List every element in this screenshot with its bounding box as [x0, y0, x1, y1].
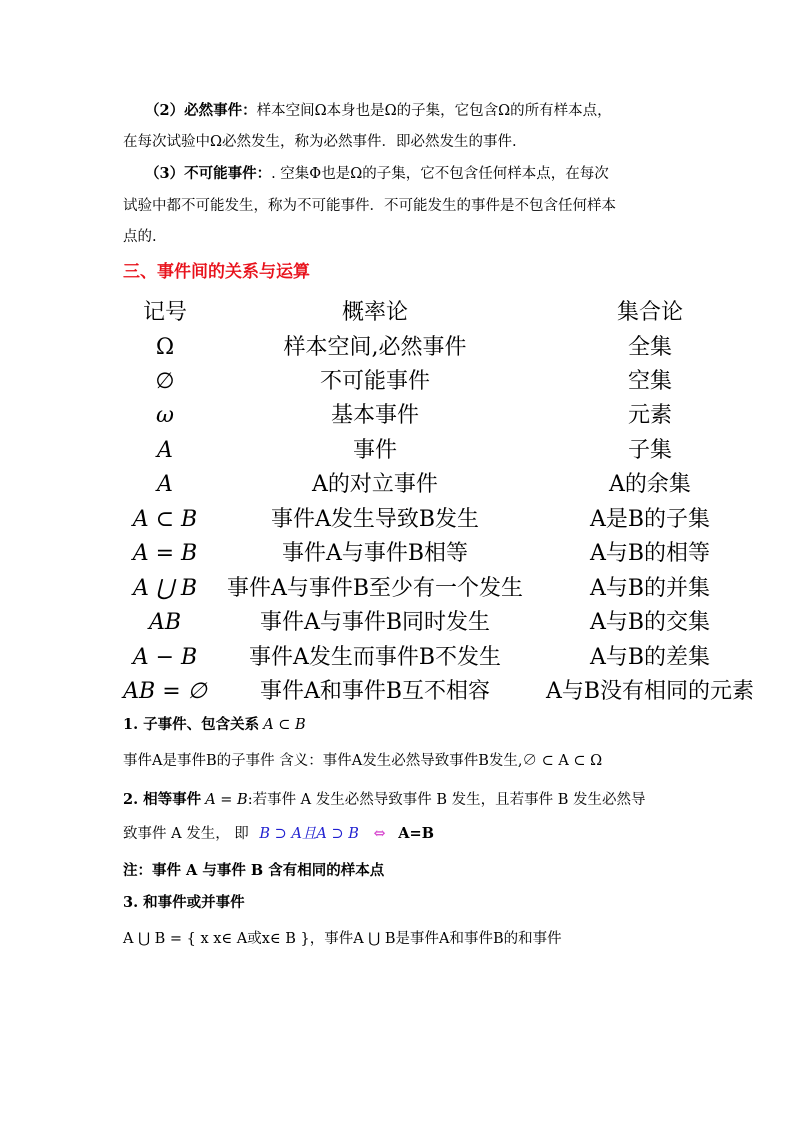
para-impossible-event-line2: 试验中都不可能发生，称为不可能事件．不可能发生的事件是不包含任何样本 [123, 198, 616, 214]
cell-notation: ∅ [155, 369, 175, 394]
cell-notation: ω [156, 403, 174, 428]
cell-probability: 事件A发生而事件B不发生 [248, 645, 502, 670]
item2-text: :若事件 A 发生必然导致事件 B 发生，且若事件 B 发生必然导 [247, 792, 646, 808]
cell-notation: A ⋃ B [132, 576, 198, 601]
item2-formula: A = B [205, 792, 248, 808]
cell-set: A与B没有相同的元素 [545, 679, 755, 704]
item2-title: 2. 相等事件 [123, 791, 202, 808]
table-row [110, 331, 780, 365]
cell-notation: A ⊂ B [132, 507, 198, 532]
item1-heading [123, 715, 306, 735]
table-row [110, 399, 780, 433]
term-impossible-event: 不可能事件： [184, 165, 272, 182]
header-notation: 记号 [142, 300, 187, 325]
cell-probability: 事件A与事件B至少有一个发生 [226, 576, 524, 601]
table-row [110, 675, 780, 709]
table-row [110, 468, 780, 502]
cell-probability: 基本事件 [330, 403, 419, 428]
para-number: （2） [145, 102, 185, 119]
table-header-row [110, 296, 780, 330]
table-row [110, 503, 780, 537]
cell-probability: 不可能事件 [319, 369, 430, 394]
item3-title: 3. 和事件或并事件 [123, 894, 245, 911]
cell-set: A与B的并集 [589, 576, 711, 601]
cell-notation: A [157, 472, 173, 497]
section-title: 三、事件间的关系与运算 [123, 262, 310, 282]
cell-probability: 事件 [352, 438, 397, 463]
item2-line1 [123, 790, 646, 810]
item1-body: 事件A是事件B的子事件 含义：事件A发生必然导致事件B发生,∅ ⊂ A ⊂ Ω [123, 753, 603, 769]
item1-title: 1. 子事件、包含关系 [123, 716, 260, 733]
table-row [110, 641, 780, 675]
item1-formula: A ⊂ B [263, 717, 306, 733]
para-text: 样本空间Ω本身也是Ω的子集，它包含Ω的所有样本点， [256, 103, 612, 119]
cell-notation: A − B [132, 645, 198, 670]
cell-set: 元素 [627, 403, 672, 428]
cell-set: A与B的交集 [589, 610, 711, 635]
table-row [110, 434, 780, 468]
table-row [110, 365, 780, 399]
equivalence-arrow-icon: ⇔ [373, 825, 386, 842]
header-probability: 概率论 [341, 300, 408, 325]
table-row [110, 606, 780, 640]
cell-probability: 事件A与事件B相等 [281, 541, 469, 566]
cell-notation: AB [148, 610, 182, 635]
cell-set: 空集 [627, 369, 672, 394]
cell-set: A的余集 [609, 472, 691, 497]
para-impossible-event-line1 [145, 164, 609, 184]
cell-probability: 样本空间,必然事件 [283, 335, 467, 360]
term-certain-event: 必然事件： [184, 102, 257, 119]
item2-text: 致事件 A 发生， 即 [123, 826, 249, 842]
cell-probability: 事件A发生导致B发生 [270, 507, 480, 532]
header-set-theory: 集合论 [616, 300, 683, 325]
para-certain-event-line2: 在每次试验中Ω必然发生，称为必然事件．即必然发生的事件. [123, 134, 517, 150]
cell-set: A与B的相等 [589, 541, 711, 566]
para-impossible-event-line3: 点的. [123, 229, 157, 245]
para-text: . 空集Φ也是Ω的子集，它不包含任何样本点，在每次 [271, 166, 609, 182]
para-number: （3） [145, 165, 185, 182]
table-row [110, 572, 780, 606]
item2-line2 [123, 824, 434, 844]
table-row [110, 537, 780, 571]
cell-set: A是B的子集 [589, 507, 711, 532]
cell-set: 全集 [627, 335, 672, 360]
cell-notation: Ω [155, 335, 175, 360]
cell-set: A与B的差集 [589, 645, 711, 670]
item3-body: A ⋃ B = { x x∈ A或x∈ B }，事件A ⋃ B是事件A和事件B的和事件 [123, 931, 562, 947]
item2-relation: B ⊃ A且A ⊃ B [259, 826, 359, 842]
note: 注：事件 A 与事件 B 含有相同的样本点 [123, 862, 385, 879]
cell-set: 子集 [627, 438, 672, 463]
cell-notation: AB = ∅ [123, 679, 207, 704]
cell-probability: A的对立事件 [312, 472, 438, 497]
cell-probability: 事件A和事件B互不相容 [259, 679, 491, 704]
item2-result: A=B [398, 825, 434, 842]
para-certain-event-line1 [145, 101, 612, 121]
cell-notation: A = B [132, 541, 198, 566]
cell-probability: 事件A与事件B同时发生 [259, 610, 491, 635]
cell-notation: A [157, 438, 173, 463]
